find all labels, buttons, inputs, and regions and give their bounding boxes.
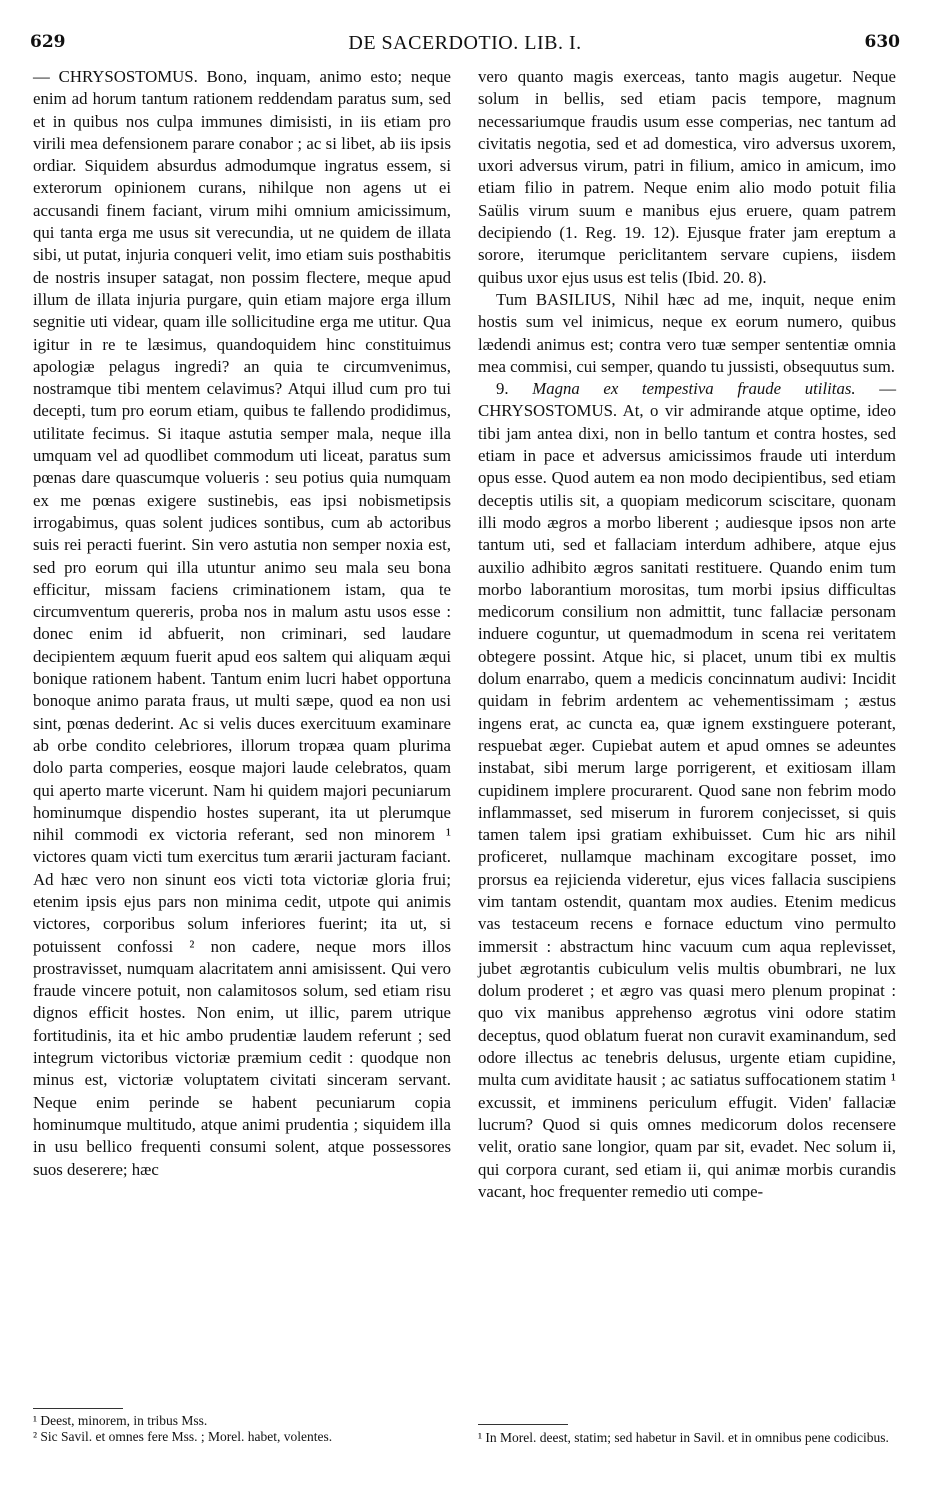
running-title: DE SACERDOTIO. LIB. I. bbox=[348, 32, 582, 54]
running-header bbox=[30, 32, 900, 62]
footnotes-left bbox=[33, 1413, 451, 1445]
footnote-rule-left bbox=[33, 1408, 123, 1409]
footnotes-right bbox=[478, 1430, 896, 1446]
footnote-right-1: ¹ In Morel. deest, statim; sed habetur in Savil. et in omnibus pene codicibus. bbox=[478, 1430, 889, 1445]
right-paragraph-3 bbox=[478, 378, 896, 1203]
left-column-paragraph: — CHRYSOSTOMUS. Bono, inquam, animo esto; neque enim ad horum tantum rationem reddendam paratus sum, sed et in quibus nos culpa immunes dimisisti, in iis etiam pro virili mea defensionem parare conabor ; ac si libet, ab iis ipsis ordiar. Siquidem absurdus admodumque ingratus essem, si exterorum opinionem curans, nihilque non agens ut ei accusandi finem faciant, virum mihi omnium amicissimum, qui tanta erga me usus sit verecundia, ut ne quidem de illata sibi, ut putat, injuria conqueri velit, imo etiam suis posthabitis de nostris insuper satagat, non possim flectere, meque apud illum de illata injuria purgare, quin etiam majore erga illum segnitie uti videar, quam ille sollicitudine erga me utitur. Qua igitur in re te læsimus, quandoquidem hinc constituimus apologiæ pelagus ingredi? an quia te circumvenimus, nostramque tibi mentem celavimus? Atqui illud cum pro tui decepti, tum pro eorum etiam, quibus te fallendo prodidimus, utilitate fecimus. Si itaque astutia semper mala, neque illa umquam vel ad quodlibet commodum uti liceat, paratus sum pœnas dare quascumque volueris : seu potius quia numquam ex me pœnas exigere sustinebis, eas ipsi nobismetipsis irrogabimus, quas solent judices sontibus, cum ab actoribus suis rei peracti fuerint. Sin vero astutia non semper noxia est, sed pro eorum qui illa utuntur animo seu mala seu bona efficitur, missam faciens criminationem istam, qua te circumventum quereris, proba nos in malum astu usos esse : donec enim id abfuerit, non criminari, sed laudare decipientem æquum fuerit apud eos saltem qui aliquam æqui bonique rationem habent. Tantum enim lucri habet opportuna bonoque animo parata fraus, ut multi sæpe, quod ea non usi sint, pœnas dederint. Ac si velis duces exercituum examinare ab orbe condito celebriores, illorum tropæa quam plurima dolo parta comperies, eosque majori laude celebratos, quam qui aperto marte vicerunt. Nam hi quidem majori pecuniarum hominumque dispendio hostes superant, ita ut plerumque nihil commodi ex victoria referant, sed non minorem ¹ victores quam victi tum exercitus tum ærarii jacturam faciant. Ad hæc vero non sinunt eos victi tota victoriæ gloria frui; etenim ipsis ejus pars non minima cedit, utpote qui animis victores, corporibus solum inferiores fuerint; ita ut, si potuissent confossi ² non cadere, neque mors illos prostravisset, numquam alacritatem anni amisissent. Qui vero fraude vincere potuit, non calamitosos solum, sed etiam risu dignos efficit hostes. Non enim, ut illic, parem utrique fortitudinis, ita et hic ambo prudentiæ laudem referunt ; sed integrum victoribus victoriæ præmium cedit : quodque non minus est, victoriæ voluptatem civitati sinceram servant. Neque enim perinde se habent pecuniarum copia hominumque multitudo, atque animi prudentia ; siquidem illa in usu bellico frequenti consumi solent, atque possessores suos deserere; hæc bbox=[33, 67, 451, 1179]
page-number-left: 629 bbox=[30, 32, 66, 52]
right-paragraph-2: Tum BASILIUS, Nihil hæc ad me, inquit, neque enim hostis sum vel inimicus, neque ex eorum numero, quibus lædendi animus est; contra vero tuæ semper sententiæ omnia mea commisi, cui semper, quando tu jussisti, obsequutus sum. bbox=[478, 289, 896, 376]
footnote-left-1: ¹ Deest, minorem, in tribus Mss. bbox=[33, 1413, 208, 1428]
page-number-right: 630 bbox=[864, 32, 900, 52]
right-column bbox=[478, 66, 896, 1203]
section-title: Magna ex tempestiva fraude utilitas. bbox=[532, 379, 856, 399]
section-text: — CHRYSOSTOMUS. At, o vir admirande atque optime, ideo tibi jam antea dixi, non in bello tantum et contra hostes, sed etiam in pace et adversus amicissimos fraude uti interdum opus esse. Quod autem ea non modo decipientibus, sed etiam deceptis utilis sit, a quopiam medicorum sciscitare, quonam illi modo ægros a morbo liberent ; audiesque ipsos non arte tantum uti, sed et fallaciam interdum adhibere, atque ejus auxilio adhibito ægros sanitati restituere. Quando enim tum morbo laborantium morositas, tum morbi ipsius difficultas medicorum consilium non admittit, tunc fallaciæ personam induere coguntur, ut quemadmodum in scena rei veritatem obtegere possint. Atque hic, si placet, unum tibi ex multis dolum enarrabo, quem a medicis concinnatum audivi: Incidit quidam in febrim ardentem ac vehementissimam ; æstus ingens erat, ac cuncta ea, quæ ignem exstinguere poterant, respuebat æger. Cupiebat autem et apud omnes se adeuntes instabat, sibi merum large porrigerent, et exitiosam illam cupidinem implere procurarent. Quod sane non febrim modo inflammasset, sed miserum in furorem conjecisset, si quis tamen talem ipsi gratiam exhibuisset. Cum hic ars nihil proficeret, nullamque machinam excogitare posset, imo prorsus ea rejicienda videretur, ejus vices fallacia suscipiens vim tantam ostendit, quantam mox audies. Etenim medicus vas testaceum recens e fornace eductum vino permulto immersit : abstractum hinc vacuum cum aqua replevisset, jubet ægrotantis cubiculum velis multis obumbrari, ne lux dolum proderet ; et ægro vas quasi mero plenum propinat : quo vix manibus apprehenso ægrotus vini odore statim deceptus, quod oblatum fuerat non curavit examinandum, sed odore illectus ac tenebris delusus, urgente etiam cupidine, multa cum aviditate hausit ; ac satiatus suffocationem statim ¹ excussit, et imminens periculum effugit. Viden' fallaciæ lucrum? Quod si quis omnes medicorum dolos recensere velit, oratio sane longior, quam par sit, evadet. Nec solum ii, qui corpora curant, sed etiam ii, qui animæ morbis curandis vacant, hoc frequenter remedio uti compe- bbox=[478, 379, 896, 1201]
right-paragraph-1: vero quanto magis exerceas, tanto magis augetur. Neque solum in bellis, sed etiam pacis tempore, magnum necessariumque fraudis usum esse comperias, nec tantum ad civitatis negotia, sed et ad domestica, viro adversus uxorem, uxori adversus virum, patri in filium, amico in amicum, imo etiam filio in patrem. Neque enim alio modo potuit filia Saülis virum suum e manibus ejus eruere, quam patrem decipiendo (1. Reg. 19. 12). Ejusque frater jam ereptum a sorore, iterumque periclitantem servare cupiens, iisdem quibus uxor ejus usus est telis (Ibid. 20. 8). bbox=[478, 67, 896, 287]
footnote-rule-right bbox=[478, 1424, 568, 1425]
section-number: 9. bbox=[496, 379, 509, 399]
footnote-left-2: ² Sic Savil. et omnes fere Mss. ; Morel. habet, volentes. bbox=[33, 1429, 333, 1444]
left-column bbox=[33, 66, 451, 1181]
